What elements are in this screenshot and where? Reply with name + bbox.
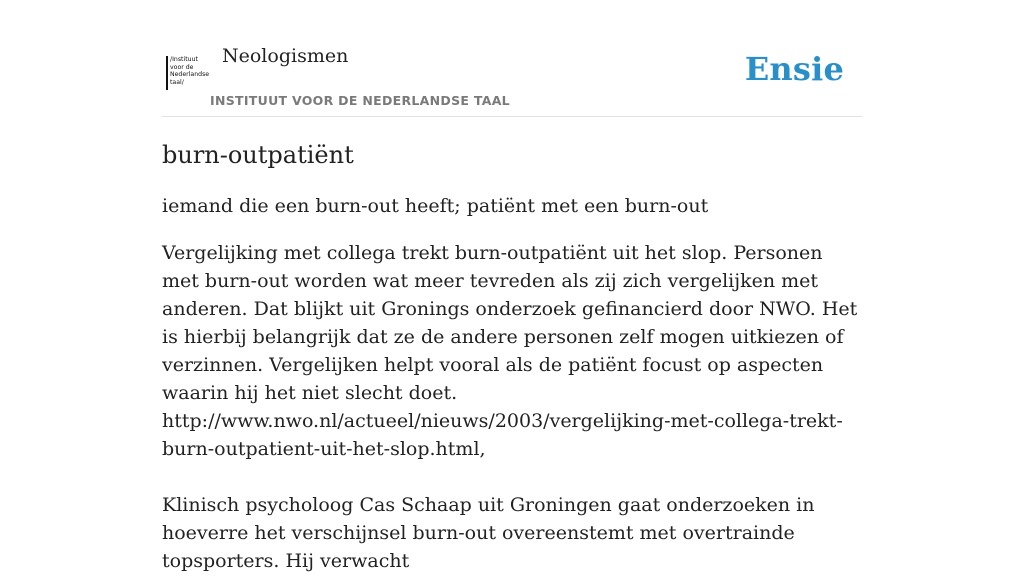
brand-logo-link[interactable]: Ensie	[744, 50, 844, 88]
entry-quote-1: Vergelijking met collega trekt burn-outpatiënt uit het slop. Personen met burn-out worden wat meer tevreden als zij zich vergelijken met anderen. Dat blijkt uit Gronings onderzoek gefinancierd door NWO. Het is hierbij belangrijk dat ze de andere personen zelf mogen uitkiezen of verzinnen. Vergelijken helpt vooral als de patiënt focust op aspecten waarin hij het niet slecht doet. http://www.nwo.nl/actueel/nieuws/2003/vergelijking-met-collega-trekt-burn-outpatient-uit-het-slop.html,	[162, 242, 858, 460]
logo-mark	[166, 56, 168, 90]
institute-name: INSTITUUT VOOR DE NEDERLANDSE TAAL	[210, 93, 510, 108]
entry-title: burn-outpatiënt	[162, 141, 354, 169]
logo-text: /Instituut voor de Nederlandse taal/	[170, 56, 210, 86]
institute-logo[interactable]	[166, 56, 208, 90]
entry-quote-2: Klinisch psycholoog Cas Schaap uit Groningen gaat onderzoeken in hoeverre het verschijnsel burn-out overeenstemt met overtrainde topsporters. Hij verwacht	[162, 494, 815, 572]
entry-definition: iemand die een burn-out heeft; patiënt met een burn-out	[162, 195, 709, 217]
site-name-link[interactable]: Neologismen	[222, 45, 349, 67]
site-header	[162, 0, 862, 117]
entry-content	[162, 140, 862, 575]
